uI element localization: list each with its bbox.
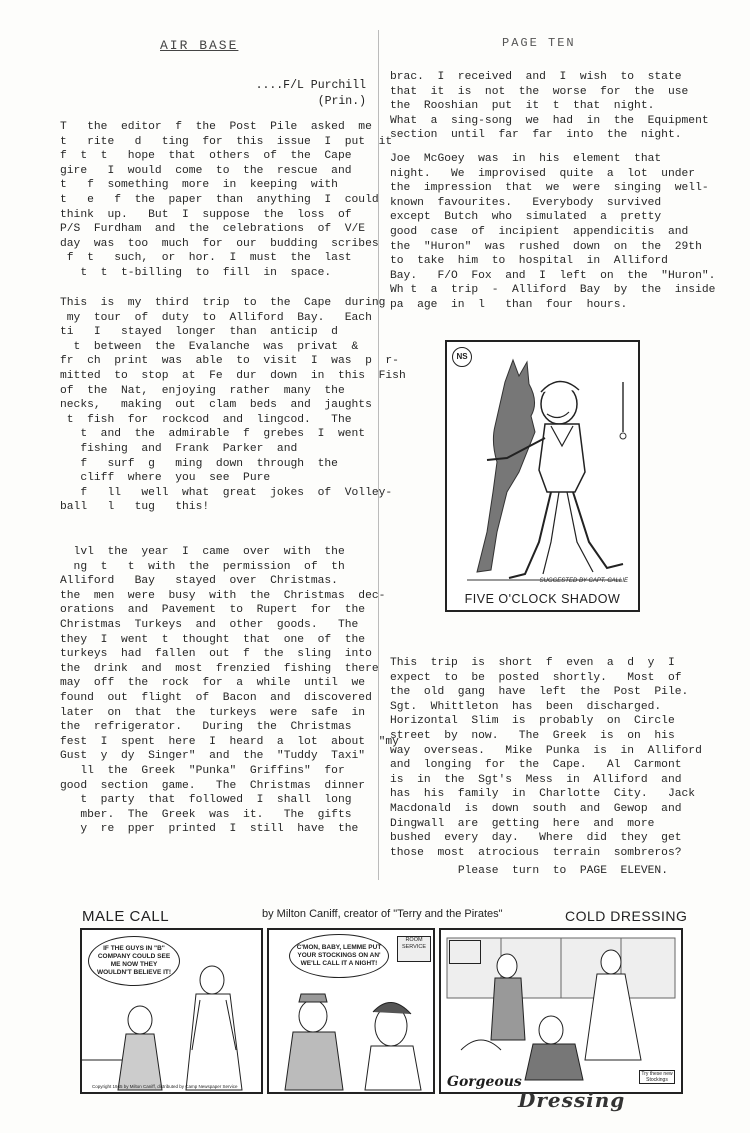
panel-3-note: Try these new Stockings (639, 1070, 675, 1084)
comic-panel-1 (80, 928, 263, 1094)
comic-panel-2 (267, 928, 435, 1094)
cartoon-badge: NS (452, 347, 472, 367)
cartoon-credit: SUGGESTED BY CAPT. CALLIE (539, 578, 628, 584)
continued-notice: Please turn to PAGE ELEVEN. (457, 865, 668, 877)
left-paragraph-3: lvl the year I came over with the ng t t with the permission of th Alliford Bay stayed over Christmas. the men were busy with the Christmas dec- orations and Pavement to Rupert for the Christmas Turkeys and other goods. The they I went t thought that one of the turkeys had fallen out f the sling into the drink and most frenzied fishing there may off the rock for a while until we found out flight of Bacon and discovered later on that the turkeys were safe in the refrigerator. During the Christmas fest I spent here I heard a lot about "my Gust y dy Singer" and the "Tuddy Taxi" ll the Greek "Punka" Griffins" for good section game. The Christmas dinner t party that followed I shall long mber. The Greek was it. The gifts y re pper printed I still have the (60, 546, 399, 836)
panel-1-copyright: Copyright 1945 by Milton Caniff, distributed by Camp Newspaper Service (92, 1084, 238, 1089)
byline-author: ....F/L Purchill (255, 79, 366, 92)
panel-1-speech-balloon: IF THE GUYS IN "B" COMPANY COULD SEE ME NOW THEY WOULDN'T BELIEVE IT! (88, 936, 180, 986)
comic-title: MALE CALL (82, 908, 170, 925)
panel-3-script-lettering: Gorgeous (447, 1074, 522, 1090)
panel-2-sign: ROOM SERVICE (397, 936, 431, 962)
five-oclock-shadow-cartoon (445, 340, 640, 612)
left-paragraph-1: T the editor f the Post Pile asked me t rite d ting for this issue I put it f t t hope that others of the Cape gire I would come to the rescue and t f something more in keeping with t e f the paper than anything I could think up. But I suppose the loss of P/S Furdham and the celebrations of V/E day was too much for our budding scribes f t such, or hor. I must the last t t t-billing to fill in space. (60, 121, 393, 279)
left-paragraph-2: This is my third trip to the Cape during my tour of duty to Alliford Bay. Each ti I stayed longer than anticip d t between the Evalanche was privat & fr ch print was able to visit I was p r- mitted to stop at Fe dur down in this Fish of the Nat, enjoying rather many the necks, making out clam beds and jaughts t fish for rockcod and lingcod. The t and the admirable f grebes I went fishing and Frank Parker and f surf g ming down through the cliff where you see Pure f ll well what great jokes of Volley- ball l tug this! (60, 297, 406, 514)
comic-episode-title: COLD DRESSING (565, 908, 688, 924)
cartoon-caption: FIVE O'CLOCK SHADOW (464, 592, 621, 606)
byline-note: (Prin.) (317, 95, 366, 108)
comic-credit: by Milton Caniff, creator of "Terry and the Pirates" (262, 908, 503, 920)
byline (236, 78, 366, 110)
cartoon-drawing (447, 342, 638, 610)
right-paragraph-3: This trip is short f even a d y I expect to be posted shortly. Most of the old gang have left the Post Pile. Sgt. Whittleton has been discharged. Horizontal Slim is probably on Circle street by now. The Greek is on his way overseas. Mike Punka is in Alliford and longing for the Cape. Al Carmont is in the Sgt's Mess in Alliford and has his family in Charlotte City. Jack Macdonald is down south and Gewop and Dingwall are getting here and more bushed every day. Where did they get those most atrocious terrain sombreros? (390, 657, 702, 859)
section-header: AIR BASE (160, 38, 239, 53)
page-number: PAGE TEN (502, 36, 576, 50)
panel-2-speech-balloon: C'MON, BABY, LEMME PUT YOUR STOCKINGS ON AN' WE'LL CALL IT A NIGHT! (289, 934, 389, 978)
right-paragraph-1: brac. I received and I wish to state that it is not the worse for the use the Rooshian put it t that night. What a sing-song we had in the Equipment section until far far into the night. (390, 71, 709, 142)
panel-3-sign (449, 940, 481, 964)
right-paragraph-2: Joe McGoey was in his element that night. We improvised quite a lot under the impression that we were singing well- known favourites. Everybody survived except Butch who simulated a pretty good case of incipient appendicitis and the "Huron" was rushed down on the 29th to take him to hospital in Alliford Bay. F/O Fox and I left on the "Huron". Wh t a trip - Alliford Bay by the inside pa age in l than four hours. (390, 153, 716, 311)
comic-panel-3 (439, 928, 683, 1094)
strip-script-lettering: Dressing (518, 1088, 626, 1112)
